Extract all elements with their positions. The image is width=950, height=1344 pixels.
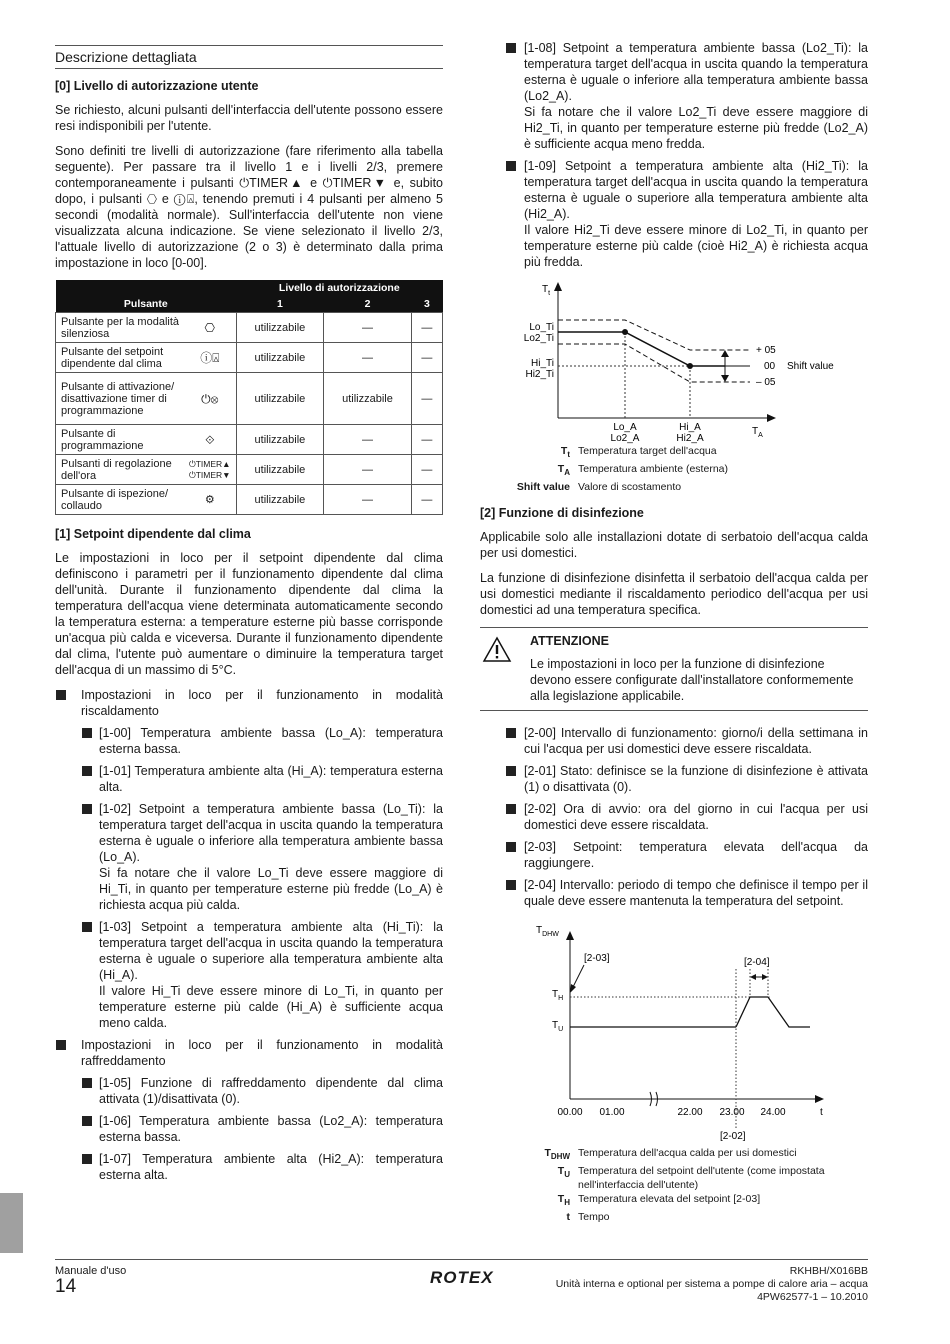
row-name: Pulsante del setpoint dipendente dal clima: [56, 343, 185, 373]
plus05-label: + 05: [756, 345, 776, 356]
s1-p1: Le impostazioni in loco per il setpoint dipendente dal clima definiscono i parametri per il funzionamento dipendente dal clima dell'unità. Durante il funzionamento dipendente dal clima la temperatura dell'acqua viene determinata automaticamente secondo la temperatura esterna: a temperature esterne più basse corrisponde un'acqua più calda e viceversa. Durante il funzionamento dipendente dal clima, l'utente può aumentare o diminuire la temperatura target dell'acqua di un massimo di 5°C.: [55, 551, 443, 677]
section-title: Descrizione dettagliata: [55, 45, 443, 69]
brand-logo: ROTEX: [430, 1268, 494, 1287]
cell-l2: —: [324, 425, 412, 455]
timer-arrows-icon: ⏻TIMER▲ ⏻TIMER▼: [184, 455, 236, 485]
hi2-a-label: Hi2_A: [676, 433, 704, 444]
warning-title: ATTENZIONE: [530, 634, 609, 649]
legend-row: Shift value Valore di scostamento: [516, 481, 682, 494]
legend-row: $T_{DHW}$ Temperatura dell'acqua calda per usi domestici: [544, 1147, 797, 1162]
table-row: [56, 485, 443, 515]
cell-l1: utilizzabile: [236, 373, 324, 425]
warning-box: [480, 627, 868, 711]
legend-row: t Tempo: [566, 1211, 610, 1224]
lo2-a-label: Lo2_A: [610, 433, 640, 444]
table-header-level2: 2: [324, 296, 412, 313]
diagram2-legend: [480, 1146, 868, 1224]
y-axis-label: $T_{DHW}$: [536, 925, 559, 939]
heading-0: [0] Livello di autorizzazione utente: [55, 79, 259, 93]
table-row: [56, 373, 443, 425]
cell-l1: utilizzabile: [236, 343, 324, 373]
tu-label: $T_U$: [552, 1020, 564, 1034]
page-number: 14: [55, 1276, 77, 1297]
cell-l1: utilizzabile: [236, 313, 324, 343]
cell-l3: —: [411, 313, 442, 343]
cell-l3: —: [411, 425, 442, 455]
row-name: Pulsante di ispezione/ collaudo: [56, 485, 185, 515]
minus05-label: – 05: [756, 377, 776, 388]
diagram1-legend: [480, 444, 868, 494]
list-item: [2-01] Stato: definisce se la funzione di disinfezione è attivata (1) o disattivata (0).: [480, 763, 868, 795]
silent-mode-icon: ⎔: [184, 313, 236, 343]
table-header-level1: 1: [236, 296, 324, 313]
side-tab: [0, 1193, 23, 1253]
s2-p2: La funzione di disinfezione disinfetta il serbatoio dell'acqua calda per usi domestici mediante il riscaldamento periodico dell'acqua per usi domestici ad una temperatura specifica.: [480, 571, 868, 618]
hi-ti-label: Hi_Ti: [531, 358, 554, 369]
cell-l3: —: [411, 343, 442, 373]
table-row: [56, 343, 443, 373]
cell-l1: utilizzabile: [236, 425, 324, 455]
label-204: [2-04]: [744, 957, 770, 969]
label-203: [2-03]: [584, 953, 610, 965]
weather-dependent-diagram: [480, 278, 868, 444]
list-item: [1-05] Funzione di raffreddamento dipendente dal clima attivata (1)/disattivata (0).: [55, 1075, 443, 1107]
list-item: [2-00] Intervallo di funzionamento: giorno/i della settimana in cui l'acqua per usi domestici deve essere riscaldata.: [480, 725, 868, 757]
heading-2: [2] Funzione di disinfezione: [480, 506, 644, 521]
list-item: [2-03] Setpoint: temperatura elevata dell'acqua da raggiungere.: [480, 839, 868, 871]
list-item: [1-08] Setpoint a temperatura ambiente bassa (Lo2_Ti): la temperatura target dell'acqua in uscita quando la temperatura esterna è uguale o inferiore alla temperatura ambiente bassa (Lo2_A). Si fa notare che il valore Lo2_Ti deve essere maggiore di Hi2_Ti, in quanto per temperature esterne più fredde (Lo2_A) è sufficiente acqua meno fredda.: [480, 40, 868, 152]
lo-a-label: Lo_A: [613, 422, 637, 433]
lo-ti-label: Lo_Ti: [529, 322, 554, 333]
tick-2400: 24.00: [760, 1107, 786, 1119]
cell-l2: —: [324, 343, 412, 373]
t-axis-label: t: [820, 1107, 823, 1119]
row-name: Pulsante di attivazione/ disattivazione timer di programmazione: [56, 373, 185, 425]
row-name: Pulsanti di regolazione dell'ora: [56, 455, 185, 485]
left-column: [55, 45, 443, 1189]
row-name: Pulsante di programmazione: [56, 425, 185, 455]
th-label: $T_H$: [552, 989, 564, 1003]
tick-0100: 01.00: [599, 1107, 625, 1119]
legend-row: $T_t$ Temperatura target dell'acqua: [560, 445, 717, 460]
list-item: [2-02] Ora di avvio: ora del giorno in cui l'acqua per usi domestici deve essere riscaldata.: [480, 801, 868, 833]
warning-text: Le impostazioni in loco per la funzione di disinfezione devono essere configurate dall'installatore conformemente alla legislazione applicabile.: [530, 657, 854, 704]
table-header-group: Livello di autorizzazione: [236, 280, 442, 296]
programming-icon: ⟐: [184, 425, 236, 455]
authorization-table: [55, 280, 443, 515]
table-header-button: Pulsante: [56, 296, 237, 313]
cell-l1: utilizzabile: [236, 455, 324, 485]
footer-desc: Unità interna e optional per sistema a pompe di calore aria – acqua: [555, 1278, 868, 1290]
legend-row: $T_U$ Temperatura del setpoint dell'utente (come impostata nell'interfaccia dell'utente): [557, 1165, 825, 1192]
table-row: [56, 455, 443, 485]
footer-divider: [55, 1259, 868, 1260]
s0-p2: Sono definiti tre livelli di autorizzazione (fare riferimento alla tabella seguente). Per passare tra il livello 1 e i livelli 2/3, premere contemporaneamente i pulsanti ⏻TIMER▲ e ⏻TIMER▼ e, subito dopo, i pulsanti ⎔ e ⓘ⍓, tenendo premuti i 4 pulsanti per almeno 5 secondi (modalità normale). Sull'interfaccia dell'utente non viene visualizzata alcuna indicazione. Se viene selezionato il livello 2/3, l'attuale livello di autorizzazione (2 o 3) è determinato dalla prima impostazione in loco [0-00].: [55, 144, 443, 270]
list-item: [1-06] Temperatura ambiente bassa (Lo2_A): temperatura esterna bassa.: [55, 1113, 443, 1145]
y-axis-label: $T_t$: [542, 284, 551, 297]
weather-setpoint-icon: ⓘ⍓: [184, 343, 236, 373]
warning-icon: [482, 636, 512, 663]
list-item: [1-01] Temperatura ambiente alta (Hi_A): temperatura esterna alta.: [55, 763, 443, 795]
s2-p1: Applicabile solo alle installazioni dotate di serbatoio dell'acqua calda per usi domestici.: [480, 530, 868, 561]
table-header-level3: 3: [411, 296, 442, 313]
tick-2300: 23.00: [719, 1107, 745, 1119]
lo2-ti-label: Lo2_Ti: [523, 333, 554, 344]
table-row: [56, 425, 443, 455]
list-item: [1-03] Setpoint a temperatura ambiente alta (Hi_Ti): la temperatura target dell'acqua in uscita quando la temperatura esterna è uguale o superiore alla temperatura ambiente alta (Hi_A). Il valore Hi_Ti deve essere minore di Lo_Ti, in quanto per temperature esterne più calde (Hi_A) è sufficiente acqua meno calda.: [55, 919, 443, 1031]
cell-l3: —: [411, 455, 442, 485]
list-item: [2-04] Intervallo: periodo di tempo che definisce il tempo per il quale deve essere mantenuta la temperatura del setpoint.: [480, 877, 868, 909]
cell-l2: —: [324, 455, 412, 485]
list-item: [1-00] Temperatura ambiente bassa (Lo_A): temperatura esterna bassa.: [55, 725, 443, 757]
footer-manual: Manuale d'uso: [55, 1265, 127, 1277]
x-axis-label: $T_A$: [752, 426, 763, 439]
tick-2200: 22.00: [677, 1107, 703, 1119]
right-column: [480, 40, 868, 1224]
cell-l3: —: [411, 485, 442, 515]
cell-l2: —: [324, 485, 412, 515]
cell-l1: utilizzabile: [236, 485, 324, 515]
legend-row: $T_A$ Temperatura ambiente (esterna): [557, 463, 728, 478]
zero-label: 00: [764, 361, 776, 372]
list-item: [1-02] Setpoint a temperatura ambiente bassa (Lo_Ti): la temperatura target dell'acqua in uscita quando la temperatura esterna è uguale o inferiore alla temperatura ambiente bassa (Lo_A). Si fa notare che il valore Lo_Ti deve essere maggiore di Hi_Ti, in quanto per temperature esterne più fredde (Lo_A) è richiesta acqua più calda.: [55, 801, 443, 913]
cool-title: Impostazioni in loco per il funzionamento in modalità raffreddamento: [55, 1037, 443, 1069]
footer-code: 4PW62577-1 – 10.2010: [757, 1291, 868, 1303]
timer-onoff-icon: ⏻⊗: [184, 373, 236, 425]
disinfection-diagram: [480, 919, 868, 1144]
heat-title: Impostazioni in loco per il funzionamento in modalità riscaldamento: [55, 687, 443, 719]
footer-model: RKHBH/X016BB: [789, 1265, 868, 1277]
hi2-ti-label: Hi2_Ti: [525, 369, 554, 380]
cell-l2: —: [324, 313, 412, 343]
list-item: [1-09] Setpoint a temperatura ambiente alta (Hi2_Ti): la temperatura target dell'acqua in uscita quando la temperatura esterna è uguale o superiore alla temperatura ambiente alta (Hi2_A). Il valore Hi2_Ti deve essere minore di Lo2_Ti, in quanto per temperature esterne più calde (cioè Hi2_A) è richiesta acqua più fredda.: [480, 158, 868, 270]
label-202: [2-02]: [720, 1131, 746, 1143]
inspection-test-icon: ⚙: [184, 485, 236, 515]
s0-p1: Se richiesto, alcuni pulsanti dell'interfaccia dell'utente possono essere resi indisponibili per l'utente.: [55, 103, 443, 133]
shift-value-label: Shift value: [787, 361, 834, 372]
list-item: [1-07] Temperatura ambiente alta (Hi2_A): temperatura esterna alta.: [55, 1151, 443, 1183]
legend-row: $T_H$ Temperatura elevata del setpoint [2-03]: [557, 1193, 761, 1208]
table-row: [56, 313, 443, 343]
tick-0000: 00.00: [557, 1107, 583, 1119]
cell-l3: —: [411, 373, 442, 425]
hi-a-label: Hi_A: [679, 422, 701, 433]
row-name: Pulsante per la modalità silenziosa: [56, 313, 185, 343]
footer-right: [556, 1265, 868, 1304]
heading-1: [1] Setpoint dipendente dal clima: [55, 527, 251, 541]
cell-l2: utilizzabile: [324, 373, 412, 425]
